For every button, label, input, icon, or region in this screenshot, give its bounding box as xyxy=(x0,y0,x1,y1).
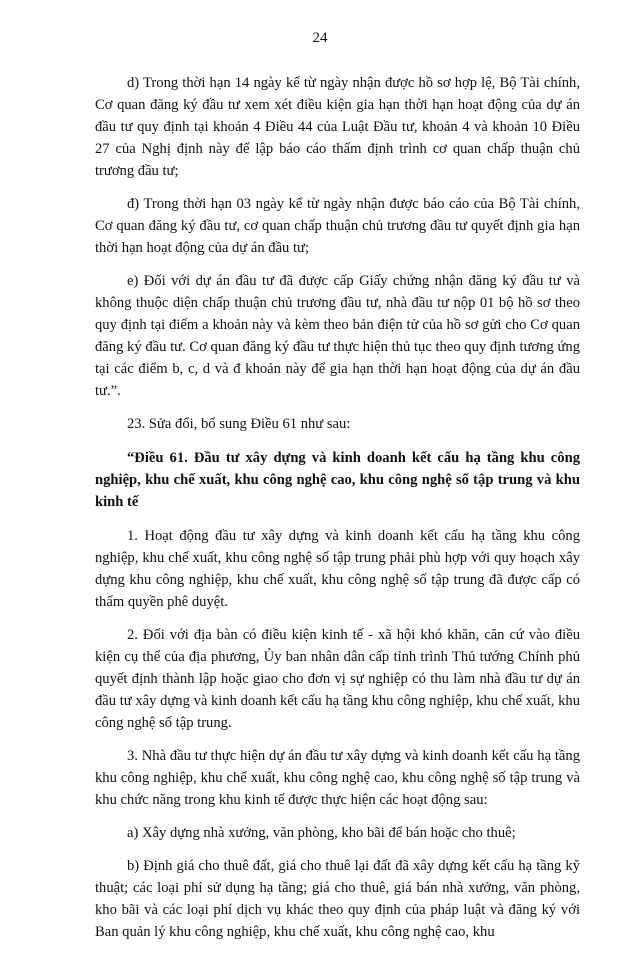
paragraph-d: d) Trong thời hạn 14 ngày kể từ ngày nhận được hồ sơ hợp lệ, Bộ Tài chính, Cơ quan đăng ký đầu tư xem xét điều kiện gia hạn thời hạn hoạt động của dự án đầu tư quy định tại khoản 4 Điều 44 của Luật Đầu tư, khoản 4 và khoản 10 Điều 27 của Nghị định này để lập báo cáo thẩm định trình cơ quan chấp thuận chủ trương đầu tư; xyxy=(95,75,580,179)
article-heading: “Điều 61. Đầu tư xây dựng và kinh doanh kết cấu hạ tầng khu công nghiệp, khu chế xuất, khu công nghệ cao, khu công nghệ số tập trung và khu kinh tế xyxy=(95,450,580,510)
paragraph-dd: đ) Trong thời hạn 03 ngày kể từ ngày nhận được báo cáo của Bộ Tài chính, Cơ quan đăng ký đầu tư, cơ quan chấp thuận chủ trương đầu tư quyết định gia hạn thời hạn hoạt động của dự án đầu tư; xyxy=(95,196,580,256)
clause-3: 3. Nhà đầu tư thực hiện dự án đầu tư xây dựng và kinh doanh kết cấu hạ tầng khu công nghiệp, khu chế xuất, khu công nghệ cao, khu công nghệ số tập trung và khu chức năng trong khu kinh tế được thực hiện các hoạt động sau: xyxy=(95,748,580,808)
paragraph-e: e) Đối với dự án đầu tư đã được cấp Giấy chứng nhận đăng ký đầu tư và không thuộc diện chấp thuận chủ trương đầu tư, nhà đầu tư nộp 01 bộ hồ sơ theo quy định tại điểm a khoản này và kèm theo bản điện tử của hồ sơ gửi cho Cơ quan đăng ký đầu tư. Cơ quan đăng ký đầu tư thực hiện thủ tục theo quy định tương ứng tại các điểm b, c, d và đ khoản này để gia hạn thời hạn hoạt động của dự án đầu tư.”. xyxy=(95,273,580,399)
amendment-line: 23. Sửa đổi, bổ sung Điều 61 như sau: xyxy=(127,416,351,432)
clause-3a: a) Xây dựng nhà xưởng, văn phòng, kho bãi để bán hoặc cho thuê; xyxy=(127,825,516,841)
document-body xyxy=(95,72,580,954)
clause-3b: b) Định giá cho thuê đất, giá cho thuê lại đất đã xây dựng kết cấu hạ tầng kỹ thuật; các loại phí sử dụng hạ tầng; giá cho thuê, giá bán nhà xưởng, văn phòng, kho bãi và các loại phí dịch vụ khác theo quy định của pháp luật và đăng ký với Ban quản lý khu công nghiệp, khu chế xuất, khu công nghệ cao, khu xyxy=(95,858,580,940)
page-number: 24 xyxy=(312,30,328,46)
clause-1: 1. Hoạt động đầu tư xây dựng và kinh doanh kết cấu hạ tầng khu công nghiệp, khu chế xuất, khu công nghệ số tập trung phải phù hợp với quy hoạch xây dựng khu công nghiệp, khu chế xuất, khu công nghệ số tập trung đã được cấp có thẩm quyền phê duyệt. xyxy=(95,528,580,610)
clause-2: 2. Đối với địa bàn có điều kiện kinh tế - xã hội khó khăn, căn cứ vào điều kiện cụ thể của địa phương, Ủy ban nhân dân cấp tỉnh trình Thủ tướng Chính phủ quyết định thành lập hoặc giao cho đơn vị sự nghiệp có thu làm nhà đầu tư dự án đầu tư xây dựng và kinh doanh kết cấu hạ tầng khu công nghiệp, khu chế xuất, khu công nghệ số tập trung. xyxy=(95,627,580,731)
